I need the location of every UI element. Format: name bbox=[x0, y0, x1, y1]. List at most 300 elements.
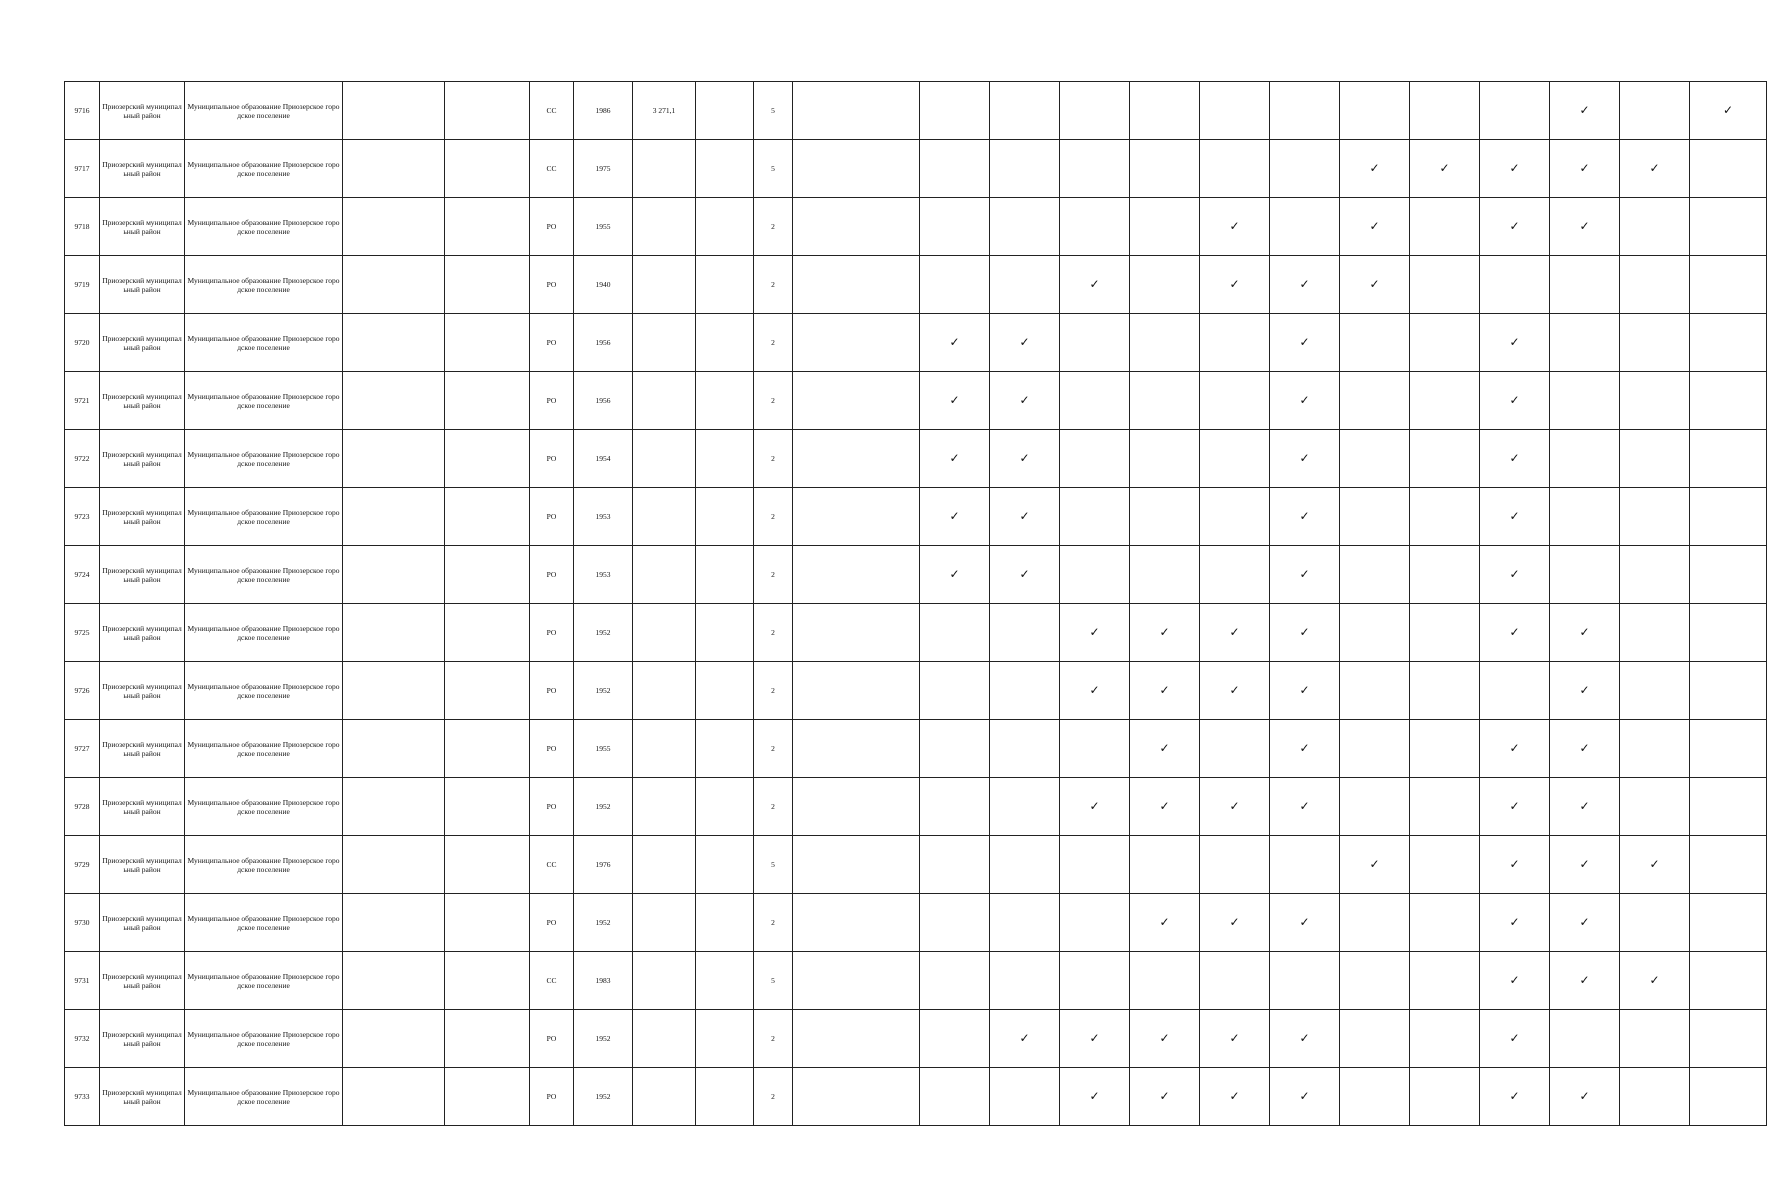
empty-check-cell bbox=[1200, 372, 1270, 430]
empty-check-cell bbox=[1410, 546, 1480, 604]
check-mark-cell: ✓ bbox=[920, 372, 990, 430]
works-list-cell bbox=[793, 894, 920, 952]
address-cell bbox=[343, 1010, 445, 1068]
address-cell bbox=[343, 430, 445, 488]
empty-check-cell bbox=[1410, 662, 1480, 720]
district-cell: Приозерский муниципальный район bbox=[100, 546, 185, 604]
municipality-cell: Муниципальное образование Приозерское городское поселение bbox=[185, 662, 343, 720]
empty-check-cell bbox=[1620, 314, 1690, 372]
area-cell bbox=[633, 314, 696, 372]
empty-check-cell bbox=[1200, 836, 1270, 894]
check-mark-cell: ✓ bbox=[1550, 836, 1620, 894]
house-uid-cell bbox=[445, 314, 530, 372]
empty-check-cell bbox=[920, 1010, 990, 1068]
house-uid-cell bbox=[445, 256, 530, 314]
extra-cell bbox=[696, 546, 754, 604]
district-cell: Приозерский муниципальный район bbox=[100, 140, 185, 198]
table-row bbox=[65, 314, 1767, 372]
address-cell bbox=[343, 256, 445, 314]
build-year-cell: 1983 bbox=[574, 952, 633, 1010]
address-cell bbox=[343, 82, 445, 140]
area-cell bbox=[633, 778, 696, 836]
empty-check-cell bbox=[1620, 372, 1690, 430]
check-mark-cell: ✓ bbox=[1620, 836, 1690, 894]
empty-check-cell bbox=[990, 952, 1060, 1010]
check-mark-cell: ✓ bbox=[1270, 778, 1340, 836]
empty-check-cell bbox=[1690, 604, 1767, 662]
empty-check-cell bbox=[1620, 894, 1690, 952]
address-cell bbox=[343, 314, 445, 372]
empty-check-cell bbox=[1690, 372, 1767, 430]
check-mark-cell: ✓ bbox=[1200, 778, 1270, 836]
district-cell: Приозерский муниципальный район bbox=[100, 372, 185, 430]
empty-check-cell bbox=[1620, 604, 1690, 662]
area-cell bbox=[633, 546, 696, 604]
check-mark-cell: ✓ bbox=[1130, 720, 1200, 778]
empty-check-cell bbox=[1410, 430, 1480, 488]
extra-cell bbox=[696, 198, 754, 256]
empty-check-cell bbox=[1550, 372, 1620, 430]
table-row bbox=[65, 198, 1767, 256]
floors-cell: 2 bbox=[754, 1010, 793, 1068]
check-mark-cell: ✓ bbox=[1130, 662, 1200, 720]
house-uid-cell bbox=[445, 604, 530, 662]
check-mark-cell: ✓ bbox=[990, 314, 1060, 372]
table-row bbox=[65, 1010, 1767, 1068]
check-mark-cell: ✓ bbox=[1270, 430, 1340, 488]
empty-check-cell bbox=[1340, 1068, 1410, 1126]
empty-check-cell bbox=[1620, 82, 1690, 140]
empty-check-cell bbox=[990, 894, 1060, 952]
empty-check-cell bbox=[1130, 82, 1200, 140]
empty-check-cell bbox=[1690, 1010, 1767, 1068]
house-uid-cell bbox=[445, 836, 530, 894]
check-mark-cell: ✓ bbox=[1480, 372, 1550, 430]
row-number-cell: 9732 bbox=[65, 1010, 100, 1068]
empty-check-cell bbox=[1130, 140, 1200, 198]
municipality-cell: Муниципальное образование Приозерское городское поселение bbox=[185, 894, 343, 952]
empty-check-cell bbox=[1550, 256, 1620, 314]
check-mark-cell: ✓ bbox=[1480, 894, 1550, 952]
empty-check-cell bbox=[1340, 662, 1410, 720]
build-year-cell: 1953 bbox=[574, 488, 633, 546]
floors-cell: 2 bbox=[754, 894, 793, 952]
address-cell bbox=[343, 604, 445, 662]
municipality-cell: Муниципальное образование Приозерское городское поселение bbox=[185, 720, 343, 778]
empty-check-cell bbox=[990, 1068, 1060, 1126]
empty-check-cell bbox=[1200, 430, 1270, 488]
check-mark-cell: ✓ bbox=[1060, 778, 1130, 836]
empty-check-cell bbox=[1060, 140, 1130, 198]
address-cell bbox=[343, 952, 445, 1010]
check-mark-cell: ✓ bbox=[1620, 140, 1690, 198]
district-cell: Приозерский муниципальный район bbox=[100, 894, 185, 952]
empty-check-cell bbox=[1270, 82, 1340, 140]
house-uid-cell bbox=[445, 778, 530, 836]
floors-cell: 2 bbox=[754, 372, 793, 430]
address-cell bbox=[343, 372, 445, 430]
floors-cell: 5 bbox=[754, 140, 793, 198]
empty-check-cell bbox=[1270, 952, 1340, 1010]
floors-cell: 5 bbox=[754, 82, 793, 140]
district-cell: Приозерский муниципальный район bbox=[100, 778, 185, 836]
house-uid-cell bbox=[445, 82, 530, 140]
check-mark-cell: ✓ bbox=[1480, 836, 1550, 894]
wall-type-cell: РО bbox=[530, 1010, 574, 1068]
row-number-cell: 9725 bbox=[65, 604, 100, 662]
table-row bbox=[65, 894, 1767, 952]
wall-type-cell: РО bbox=[530, 1068, 574, 1126]
empty-check-cell bbox=[1550, 314, 1620, 372]
check-mark-cell: ✓ bbox=[1550, 198, 1620, 256]
check-mark-cell: ✓ bbox=[1550, 720, 1620, 778]
empty-check-cell bbox=[1340, 778, 1410, 836]
check-mark-cell: ✓ bbox=[1060, 662, 1130, 720]
empty-check-cell bbox=[1340, 720, 1410, 778]
municipality-cell: Муниципальное образование Приозерское городское поселение bbox=[185, 314, 343, 372]
empty-check-cell bbox=[1620, 778, 1690, 836]
check-mark-cell: ✓ bbox=[1130, 604, 1200, 662]
wall-type-cell: РО bbox=[530, 198, 574, 256]
empty-check-cell bbox=[1060, 952, 1130, 1010]
works-list-cell bbox=[793, 314, 920, 372]
empty-check-cell bbox=[1410, 372, 1480, 430]
empty-check-cell bbox=[920, 720, 990, 778]
check-mark-cell: ✓ bbox=[1480, 778, 1550, 836]
empty-check-cell bbox=[920, 198, 990, 256]
empty-check-cell bbox=[990, 140, 1060, 198]
check-mark-cell: ✓ bbox=[920, 430, 990, 488]
table-row bbox=[65, 430, 1767, 488]
address-cell bbox=[343, 894, 445, 952]
floors-cell: 2 bbox=[754, 720, 793, 778]
extra-cell bbox=[696, 372, 754, 430]
build-year-cell: 1952 bbox=[574, 778, 633, 836]
empty-check-cell bbox=[990, 604, 1060, 662]
area-cell: 3 271,1 bbox=[633, 82, 696, 140]
empty-check-cell bbox=[1690, 778, 1767, 836]
empty-check-cell bbox=[1060, 430, 1130, 488]
build-year-cell: 1952 bbox=[574, 1068, 633, 1126]
check-mark-cell: ✓ bbox=[1480, 488, 1550, 546]
empty-check-cell bbox=[1410, 778, 1480, 836]
check-mark-cell: ✓ bbox=[1340, 256, 1410, 314]
empty-check-cell bbox=[1690, 662, 1767, 720]
area-cell bbox=[633, 1010, 696, 1068]
check-mark-cell: ✓ bbox=[1270, 894, 1340, 952]
house-uid-cell bbox=[445, 198, 530, 256]
empty-check-cell bbox=[1690, 720, 1767, 778]
extra-cell bbox=[696, 778, 754, 836]
check-mark-cell: ✓ bbox=[920, 488, 990, 546]
area-cell bbox=[633, 604, 696, 662]
check-mark-cell: ✓ bbox=[1550, 140, 1620, 198]
extra-cell bbox=[696, 488, 754, 546]
check-mark-cell: ✓ bbox=[920, 314, 990, 372]
check-mark-cell: ✓ bbox=[1480, 430, 1550, 488]
works-list-cell bbox=[793, 82, 920, 140]
wall-type-cell: РО bbox=[530, 894, 574, 952]
empty-check-cell bbox=[1060, 894, 1130, 952]
empty-check-cell bbox=[1620, 720, 1690, 778]
house-uid-cell bbox=[445, 662, 530, 720]
empty-check-cell bbox=[920, 82, 990, 140]
check-mark-cell: ✓ bbox=[1270, 1010, 1340, 1068]
extra-cell bbox=[696, 82, 754, 140]
empty-check-cell bbox=[1620, 488, 1690, 546]
house-uid-cell bbox=[445, 1068, 530, 1126]
empty-check-cell bbox=[1340, 430, 1410, 488]
check-mark-cell: ✓ bbox=[1060, 1010, 1130, 1068]
address-cell bbox=[343, 1068, 445, 1126]
wall-type-cell: СС bbox=[530, 82, 574, 140]
check-mark-cell: ✓ bbox=[1480, 952, 1550, 1010]
empty-check-cell bbox=[1620, 546, 1690, 604]
empty-check-cell bbox=[1410, 1068, 1480, 1126]
row-number-cell: 9717 bbox=[65, 140, 100, 198]
municipality-cell: Муниципальное образование Приозерское городское поселение bbox=[185, 140, 343, 198]
check-mark-cell: ✓ bbox=[1270, 372, 1340, 430]
build-year-cell: 1955 bbox=[574, 198, 633, 256]
empty-check-cell bbox=[1340, 82, 1410, 140]
empty-check-cell bbox=[1620, 1010, 1690, 1068]
empty-check-cell bbox=[1130, 198, 1200, 256]
empty-check-cell bbox=[990, 778, 1060, 836]
empty-check-cell bbox=[990, 836, 1060, 894]
works-list-cell bbox=[793, 778, 920, 836]
table-row bbox=[65, 256, 1767, 314]
empty-check-cell bbox=[1690, 952, 1767, 1010]
check-mark-cell: ✓ bbox=[1200, 604, 1270, 662]
row-number-cell: 9731 bbox=[65, 952, 100, 1010]
table-row bbox=[65, 1068, 1767, 1126]
check-mark-cell: ✓ bbox=[1270, 1068, 1340, 1126]
empty-check-cell bbox=[1410, 256, 1480, 314]
works-list-cell bbox=[793, 604, 920, 662]
empty-check-cell bbox=[1200, 314, 1270, 372]
check-mark-cell: ✓ bbox=[1690, 82, 1767, 140]
empty-check-cell bbox=[1480, 662, 1550, 720]
check-mark-cell: ✓ bbox=[1480, 198, 1550, 256]
works-list-cell bbox=[793, 488, 920, 546]
empty-check-cell bbox=[1130, 488, 1200, 546]
check-mark-cell: ✓ bbox=[1550, 82, 1620, 140]
municipality-cell: Муниципальное образование Приозерское городское поселение bbox=[185, 372, 343, 430]
check-mark-cell: ✓ bbox=[1340, 198, 1410, 256]
empty-check-cell bbox=[1130, 952, 1200, 1010]
empty-check-cell bbox=[1340, 952, 1410, 1010]
check-mark-cell: ✓ bbox=[920, 546, 990, 604]
floors-cell: 2 bbox=[754, 546, 793, 604]
empty-check-cell bbox=[1340, 488, 1410, 546]
row-number-cell: 9718 bbox=[65, 198, 100, 256]
empty-check-cell bbox=[1200, 488, 1270, 546]
house-uid-cell bbox=[445, 488, 530, 546]
row-number-cell: 9730 bbox=[65, 894, 100, 952]
municipality-cell: Муниципальное образование Приозерское городское поселение bbox=[185, 836, 343, 894]
table-row bbox=[65, 488, 1767, 546]
floors-cell: 2 bbox=[754, 604, 793, 662]
district-cell: Приозерский муниципальный район bbox=[100, 430, 185, 488]
table-row bbox=[65, 720, 1767, 778]
row-number-cell: 9727 bbox=[65, 720, 100, 778]
extra-cell bbox=[696, 604, 754, 662]
check-mark-cell: ✓ bbox=[1480, 1068, 1550, 1126]
municipality-cell: Муниципальное образование Приозерское городское поселение bbox=[185, 198, 343, 256]
wall-type-cell: РО bbox=[530, 604, 574, 662]
check-mark-cell: ✓ bbox=[1270, 314, 1340, 372]
district-cell: Приозерский муниципальный район bbox=[100, 836, 185, 894]
build-year-cell: 1952 bbox=[574, 662, 633, 720]
empty-check-cell bbox=[1060, 314, 1130, 372]
house-uid-cell bbox=[445, 720, 530, 778]
empty-check-cell bbox=[1060, 720, 1130, 778]
area-cell bbox=[633, 256, 696, 314]
check-mark-cell: ✓ bbox=[1480, 1010, 1550, 1068]
empty-check-cell bbox=[1620, 256, 1690, 314]
check-mark-cell: ✓ bbox=[1550, 894, 1620, 952]
district-cell: Приозерский муниципальный район bbox=[100, 488, 185, 546]
empty-check-cell bbox=[1410, 82, 1480, 140]
build-year-cell: 1976 bbox=[574, 836, 633, 894]
floors-cell: 5 bbox=[754, 952, 793, 1010]
extra-cell bbox=[696, 894, 754, 952]
district-cell: Приозерский муниципальный район bbox=[100, 1010, 185, 1068]
area-cell bbox=[633, 488, 696, 546]
empty-check-cell bbox=[1060, 372, 1130, 430]
district-cell: Приозерский муниципальный район bbox=[100, 82, 185, 140]
build-year-cell: 1952 bbox=[574, 894, 633, 952]
district-cell: Приозерский муниципальный район bbox=[100, 198, 185, 256]
extra-cell bbox=[696, 430, 754, 488]
empty-check-cell bbox=[1480, 256, 1550, 314]
address-cell bbox=[343, 198, 445, 256]
works-list-cell bbox=[793, 256, 920, 314]
empty-check-cell bbox=[1480, 82, 1550, 140]
empty-check-cell bbox=[1060, 82, 1130, 140]
row-number-cell: 9729 bbox=[65, 836, 100, 894]
check-mark-cell: ✓ bbox=[1270, 256, 1340, 314]
wall-type-cell: РО bbox=[530, 256, 574, 314]
area-cell bbox=[633, 372, 696, 430]
empty-check-cell bbox=[1550, 488, 1620, 546]
empty-check-cell bbox=[1270, 836, 1340, 894]
empty-check-cell bbox=[1690, 836, 1767, 894]
address-cell bbox=[343, 836, 445, 894]
houses-table bbox=[64, 81, 1767, 1126]
empty-check-cell bbox=[1690, 140, 1767, 198]
empty-check-cell bbox=[920, 1068, 990, 1126]
works-list-cell bbox=[793, 430, 920, 488]
empty-check-cell bbox=[1410, 836, 1480, 894]
area-cell bbox=[633, 140, 696, 198]
empty-check-cell bbox=[1340, 372, 1410, 430]
empty-check-cell bbox=[1270, 198, 1340, 256]
row-number-cell: 9722 bbox=[65, 430, 100, 488]
check-mark-cell: ✓ bbox=[1200, 662, 1270, 720]
build-year-cell: 1953 bbox=[574, 546, 633, 604]
check-mark-cell: ✓ bbox=[1060, 1068, 1130, 1126]
empty-check-cell bbox=[1690, 894, 1767, 952]
extra-cell bbox=[696, 256, 754, 314]
empty-check-cell bbox=[1270, 140, 1340, 198]
empty-check-cell bbox=[1690, 546, 1767, 604]
empty-check-cell bbox=[1620, 1068, 1690, 1126]
check-mark-cell: ✓ bbox=[990, 1010, 1060, 1068]
empty-check-cell bbox=[1620, 662, 1690, 720]
empty-check-cell bbox=[1060, 488, 1130, 546]
address-cell bbox=[343, 720, 445, 778]
empty-check-cell bbox=[1130, 314, 1200, 372]
table-row bbox=[65, 82, 1767, 140]
district-cell: Приозерский муниципальный район bbox=[100, 604, 185, 662]
empty-check-cell bbox=[1340, 314, 1410, 372]
empty-check-cell bbox=[1340, 1010, 1410, 1068]
empty-check-cell bbox=[990, 256, 1060, 314]
table-row bbox=[65, 372, 1767, 430]
house-uid-cell bbox=[445, 140, 530, 198]
check-mark-cell: ✓ bbox=[1270, 546, 1340, 604]
wall-type-cell: РО bbox=[530, 430, 574, 488]
build-year-cell: 1986 bbox=[574, 82, 633, 140]
check-mark-cell: ✓ bbox=[1200, 198, 1270, 256]
check-mark-cell: ✓ bbox=[1270, 662, 1340, 720]
floors-cell: 2 bbox=[754, 198, 793, 256]
empty-check-cell bbox=[920, 256, 990, 314]
empty-check-cell bbox=[1690, 198, 1767, 256]
floors-cell: 2 bbox=[754, 778, 793, 836]
works-list-cell bbox=[793, 836, 920, 894]
wall-type-cell: СС bbox=[530, 836, 574, 894]
empty-check-cell bbox=[1410, 1010, 1480, 1068]
check-mark-cell: ✓ bbox=[1550, 604, 1620, 662]
empty-check-cell bbox=[1690, 430, 1767, 488]
empty-check-cell bbox=[1130, 430, 1200, 488]
house-uid-cell bbox=[445, 546, 530, 604]
check-mark-cell: ✓ bbox=[990, 488, 1060, 546]
works-list-cell bbox=[793, 720, 920, 778]
row-number-cell: 9716 bbox=[65, 82, 100, 140]
empty-check-cell bbox=[1060, 836, 1130, 894]
empty-check-cell bbox=[1410, 604, 1480, 662]
table-row bbox=[65, 778, 1767, 836]
check-mark-cell: ✓ bbox=[1550, 952, 1620, 1010]
empty-check-cell bbox=[920, 836, 990, 894]
empty-check-cell bbox=[920, 952, 990, 1010]
check-mark-cell: ✓ bbox=[1340, 836, 1410, 894]
extra-cell bbox=[696, 1010, 754, 1068]
extra-cell bbox=[696, 140, 754, 198]
check-mark-cell: ✓ bbox=[1410, 140, 1480, 198]
build-year-cell: 1956 bbox=[574, 314, 633, 372]
check-mark-cell: ✓ bbox=[1200, 1010, 1270, 1068]
empty-check-cell bbox=[1690, 1068, 1767, 1126]
row-number-cell: 9733 bbox=[65, 1068, 100, 1126]
row-number-cell: 9724 bbox=[65, 546, 100, 604]
wall-type-cell: РО bbox=[530, 546, 574, 604]
check-mark-cell: ✓ bbox=[1550, 662, 1620, 720]
build-year-cell: 1940 bbox=[574, 256, 633, 314]
check-mark-cell: ✓ bbox=[1270, 604, 1340, 662]
check-mark-cell: ✓ bbox=[1060, 256, 1130, 314]
table-row bbox=[65, 140, 1767, 198]
works-list-cell bbox=[793, 372, 920, 430]
empty-check-cell bbox=[1690, 314, 1767, 372]
table-row bbox=[65, 952, 1767, 1010]
empty-check-cell bbox=[1060, 198, 1130, 256]
table-row bbox=[65, 546, 1767, 604]
check-mark-cell: ✓ bbox=[1480, 546, 1550, 604]
